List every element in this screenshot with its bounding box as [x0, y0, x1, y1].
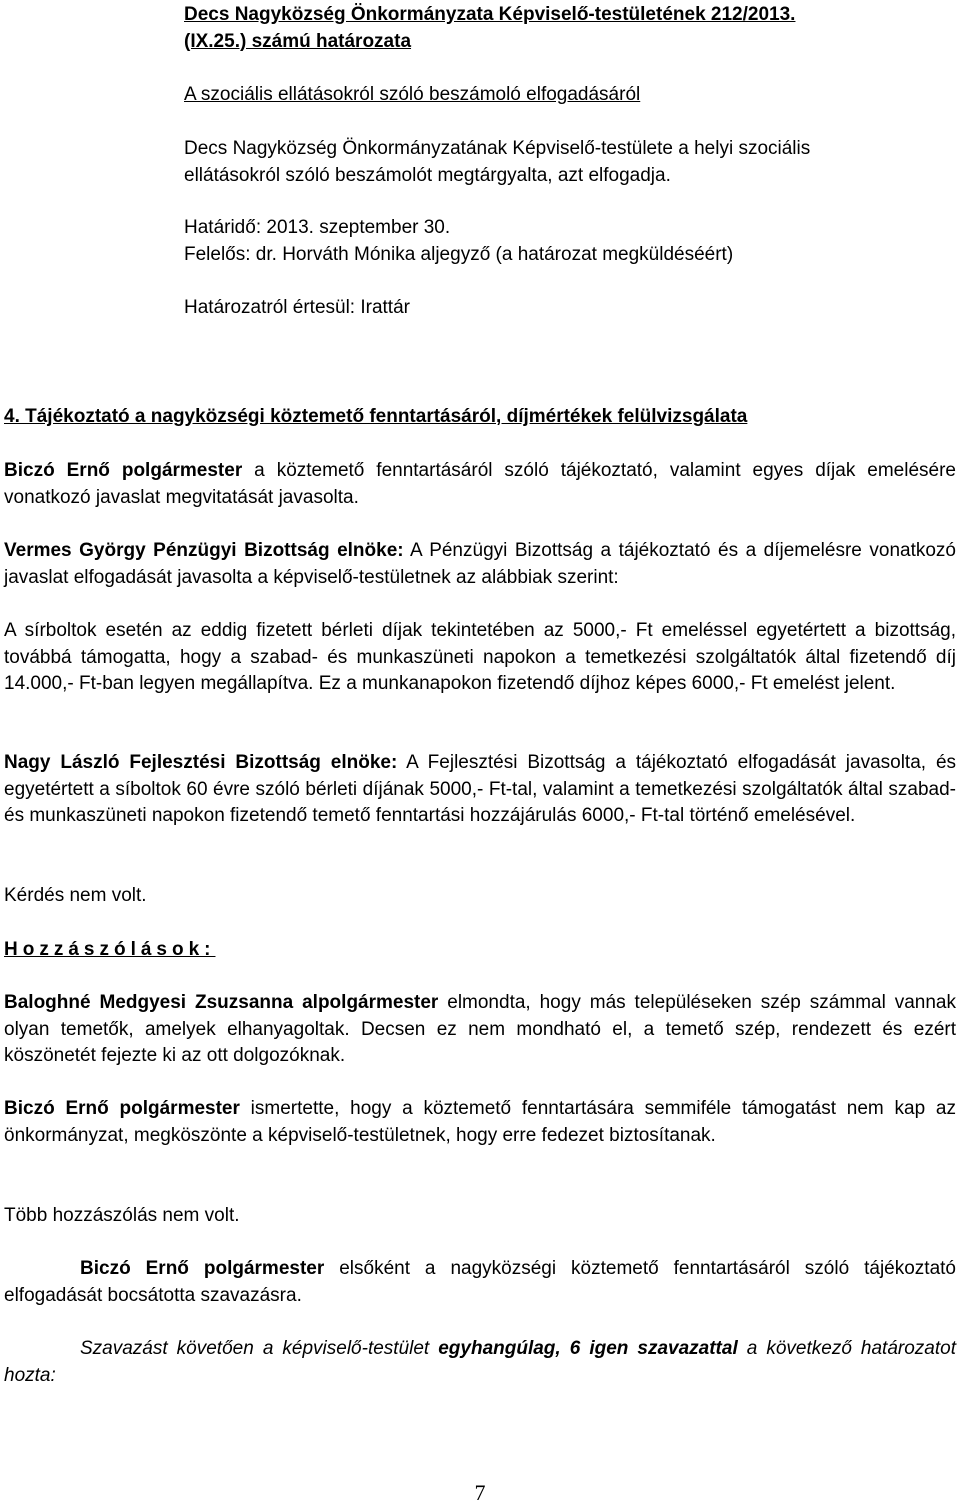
paragraph-finance-detail: A sírboltok esetén az eddig fizetett bérleti díjak tekintetében az 5000,- Ft emeléssel egyetértett a bizottság, továbbá támogatta, hogy a szabad- és munkaszüneti napokon a temetkezési szolgáltatók által fizetendő díj 14.000,- Ft-ban legyen megállapítva. Ez a munkanapokon fizetendő díjhoz képes 6000,- Ft emelést jelent.	[4, 620, 956, 694]
paragraph-mayor-intro	[4, 458, 956, 511]
resolution-title	[184, 2, 944, 55]
speaker-name: Vermes György Pénzügyi Bizottság elnöke:	[4, 540, 404, 561]
vote-intro: Szavazást követően a képviselő-testület	[80, 1338, 439, 1359]
resolution-subject: A szociális ellátásokról szóló beszámoló elfogadásáról	[184, 84, 641, 105]
vote-outro: a következő határozatot hozta:	[4, 1338, 956, 1386]
page-number: 7	[474, 1480, 486, 1505]
paragraph-text: elmondta, hogy más településeken szép számmal vannak olyan temetők, amelyek elhanyagoltak. Decsen ez nem mondható el, a temető szép, rendezett és ezért köszönetét fejezte ki az ott dolgozóknak.	[4, 992, 956, 1066]
speaker-name: Biczó Ernő polgármester	[4, 460, 243, 481]
paragraph-text: elsőként a nagyközségi köztemető fenntartásáról szóló tájékoztató elfogadását bocsátotta szavazásra.	[4, 1258, 956, 1306]
paragraph-text: ismertette, hogy a köztemető fenntartására semmiféle támogatást nem kap az önkormányzat, megköszönte a képviselő-testületnek, hogy erre fedezet biztosítanak.	[4, 1098, 956, 1146]
speaker-name: Nagy László Fejlesztési Bizottság elnöke:	[4, 752, 398, 773]
paragraph-text: A Pénzügyi Bizottság a tájékoztató és a díjemelésre vonatkozó javaslat elfogadását javasolta a képviselő-testületnek az alábbiak szerint:	[4, 540, 956, 588]
speaker-name: Biczó Ernő polgármester	[80, 1258, 325, 1279]
resolution-title-line1: Decs Nagyközség Önkormányzata Képviselő-testületének 212/2013.	[184, 4, 796, 25]
paragraph-text: a köztemető fenntartásáról szóló tájékoztató, valamint egyes díjak emelésére vonatkozó javaslat megvitatását javasolta.	[4, 460, 956, 508]
resolution-responsible: Felelős: dr. Horváth Mónika aljegyző (a határozat megküldéséért)	[184, 244, 734, 265]
vote-result: egyhangúlag, 6 igen szavazattal	[438, 1338, 738, 1359]
paragraph-text: A Fejlesztési Bizottság a tájékoztató elfogadását javasolta, és egyetértett a síboltok 60 évre szóló bérleti díjának 5000,- Ft-tal, valamint a temetkezési szolgáltatók által szabad- és munkaszüneti napokon fizetendő temető fenntartási hozzájárulás 6000,- Ft-tal történő emelésével.	[4, 752, 957, 826]
no-more-comments: Több hozzászólás nem volt.	[4, 1205, 240, 1226]
resolution-body-line2: ellátásokról szóló beszámolót megtárgyalta, azt elfogadja.	[184, 164, 671, 186]
paragraph-deputy-mayor	[4, 990, 956, 1070]
resolution-deadline: Határidő: 2013. szeptember 30.	[184, 217, 451, 238]
speaker-name: Baloghné Medgyesi Zsuzsanna alpolgármester	[4, 992, 439, 1013]
resolution-body	[184, 136, 944, 189]
vote-result-paragraph	[4, 1336, 956, 1389]
resolution-title-line2: (IX.25.) számú határozata	[184, 30, 412, 52]
no-questions: Kérdés nem volt.	[4, 885, 147, 906]
paragraph-mayor-comment	[4, 1096, 956, 1149]
resolution-body-line1: Decs Nagyközség Önkormányzatának Képviselő-testülete a helyi szociális	[184, 138, 811, 159]
agenda-heading: 4. Tájékoztató a nagyközségi köztemető fenntartásáról, díjmértékek felülvizsgálata	[4, 406, 748, 427]
paragraph-vote-call	[4, 1256, 956, 1309]
resolution-notified: Határozatról értesül: Irattár	[184, 297, 410, 318]
speaker-name: Biczó Ernő polgármester	[4, 1098, 240, 1119]
paragraph-finance-committee	[4, 538, 956, 591]
paragraph-development-committee	[4, 750, 956, 830]
comments-heading: Hozzászólások:	[4, 939, 216, 960]
